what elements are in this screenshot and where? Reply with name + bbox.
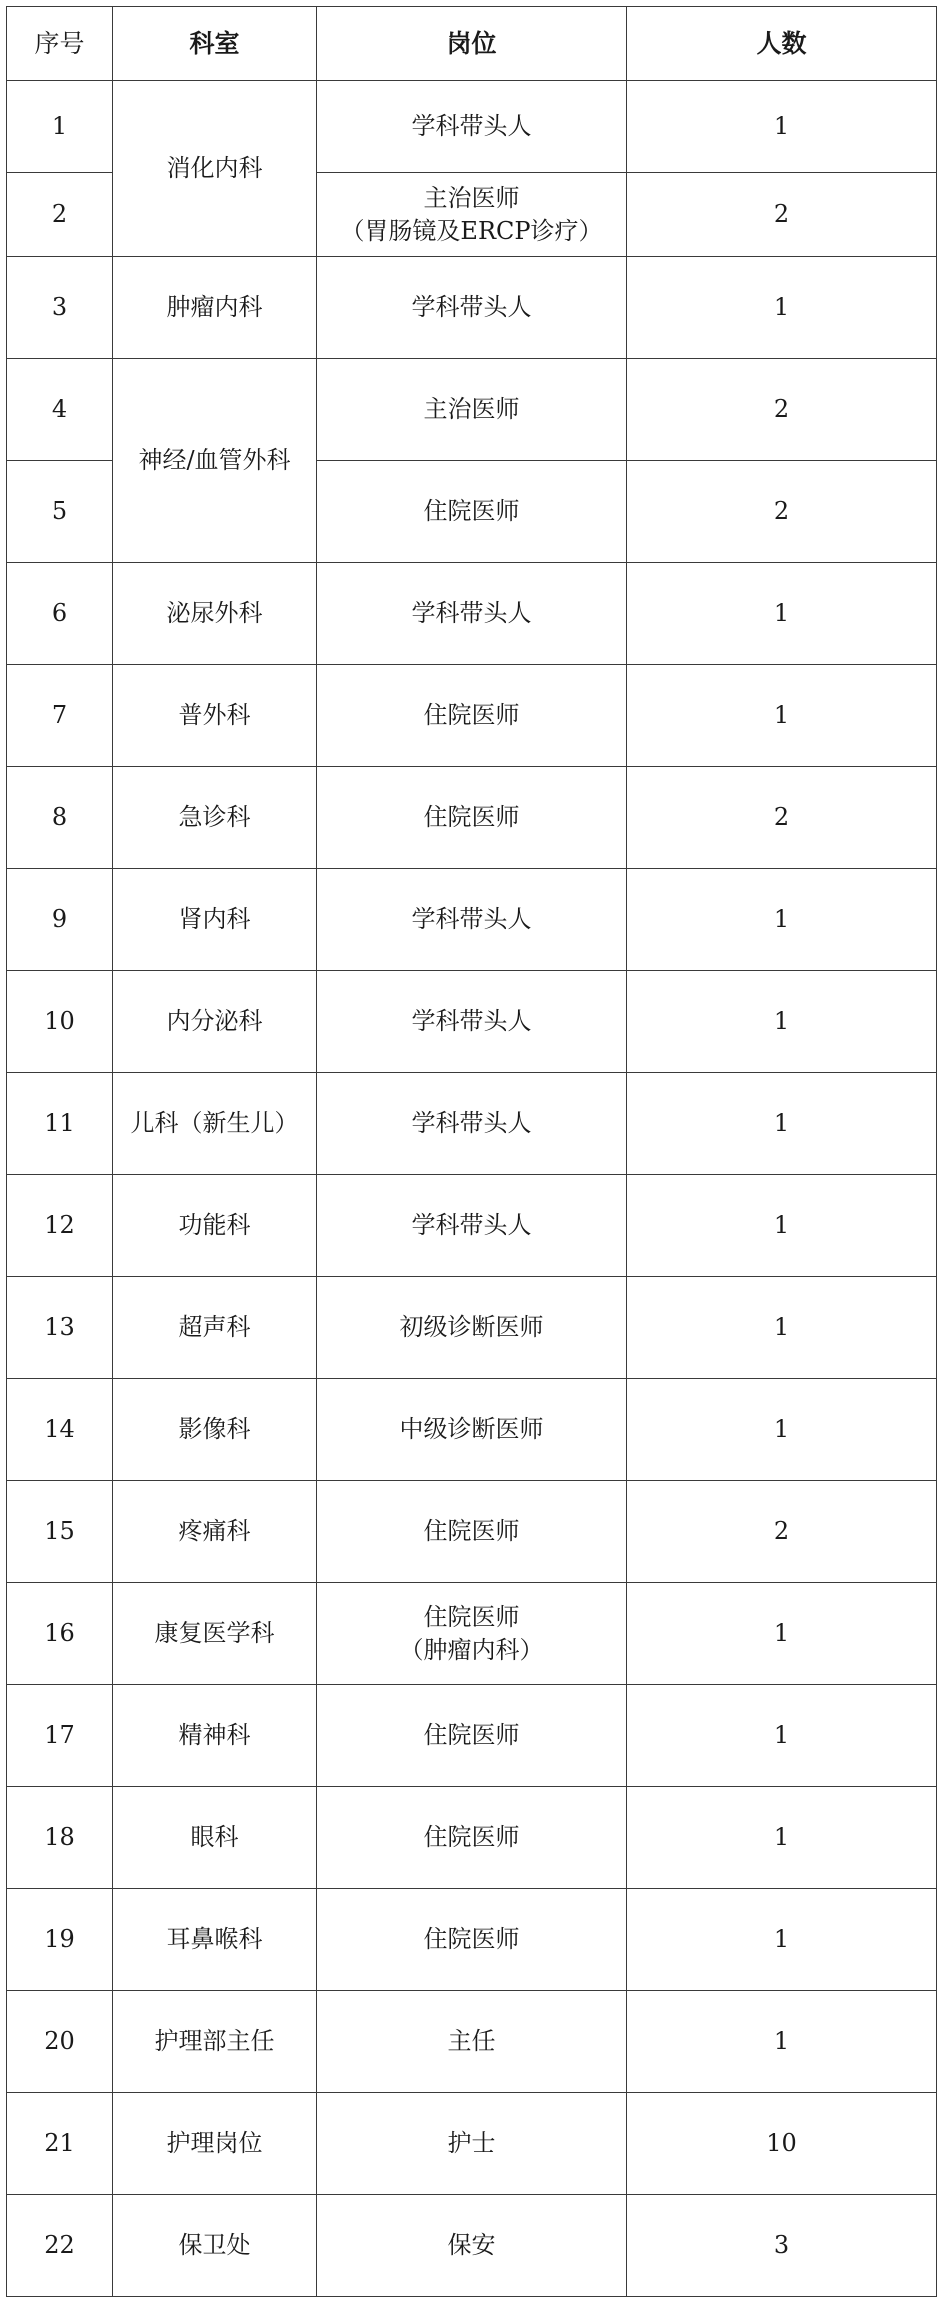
cell-count: 1 — [627, 1787, 937, 1889]
cell-count: 1 — [627, 1991, 937, 2093]
cell-seq: 6 — [7, 563, 113, 665]
cell-count: 10 — [627, 2093, 937, 2195]
position-line: 住院医师 — [423, 497, 520, 526]
cell-seq: 7 — [7, 665, 113, 767]
table-row — [7, 1583, 937, 1685]
cell-dept: 急诊科 — [113, 767, 317, 869]
table-row — [7, 1787, 937, 1889]
position-line: 初级诊断医师 — [399, 1313, 544, 1342]
position-line: 住院医师 — [423, 1823, 520, 1852]
header-seq: 序号 — [7, 7, 113, 81]
cell-position — [317, 665, 627, 767]
cell-count: 2 — [627, 461, 937, 563]
table-row — [7, 563, 937, 665]
cell-seq: 15 — [7, 1481, 113, 1583]
cell-seq: 22 — [7, 2195, 113, 2297]
table-row — [7, 767, 937, 869]
cell-seq: 8 — [7, 767, 113, 869]
position-line: 保安 — [447, 2231, 496, 2260]
cell-dept: 精神科 — [113, 1685, 317, 1787]
cell-position — [317, 81, 627, 173]
cell-seq: 19 — [7, 1889, 113, 1991]
table-row — [7, 1481, 937, 1583]
cell-dept: 功能科 — [113, 1175, 317, 1277]
cell-dept: 泌尿外科 — [113, 563, 317, 665]
table-row — [7, 869, 937, 971]
cell-dept: 康复医学科 — [113, 1583, 317, 1685]
cell-count: 1 — [627, 665, 937, 767]
cell-seq: 12 — [7, 1175, 113, 1277]
cell-dept: 消化内科 — [113, 81, 317, 257]
position-line: 主治医师 — [423, 395, 520, 424]
cell-seq: 16 — [7, 1583, 113, 1685]
cell-dept: 眼科 — [113, 1787, 317, 1889]
recruitment-table — [6, 6, 937, 2297]
cell-count: 2 — [627, 173, 937, 257]
cell-position — [317, 767, 627, 869]
position-note: （胃肠镜及ERCP诊疗） — [340, 216, 603, 245]
cell-seq: 1 — [7, 81, 113, 173]
cell-dept: 神经/血管外科 — [113, 359, 317, 563]
table-row — [7, 665, 937, 767]
position-note: （肿瘤内科） — [399, 1635, 544, 1664]
table-row — [7, 1175, 937, 1277]
header-count: 人数 — [627, 7, 937, 81]
cell-dept: 影像科 — [113, 1379, 317, 1481]
cell-count: 1 — [627, 1583, 937, 1685]
cell-seq: 18 — [7, 1787, 113, 1889]
cell-dept: 肿瘤内科 — [113, 257, 317, 359]
cell-position — [317, 1175, 627, 1277]
cell-count: 2 — [627, 1481, 937, 1583]
cell-count: 3 — [627, 2195, 937, 2297]
cell-count: 1 — [627, 563, 937, 665]
position-line: 学科带头人 — [411, 1211, 532, 1240]
cell-dept: 疼痛科 — [113, 1481, 317, 1583]
cell-seq: 21 — [7, 2093, 113, 2195]
table-header-row — [7, 7, 937, 81]
position-line: 学科带头人 — [411, 905, 532, 934]
cell-position — [317, 2093, 627, 2195]
cell-count: 2 — [627, 359, 937, 461]
position-line: 护士 — [447, 2129, 496, 2158]
cell-dept: 儿科（新生儿） — [113, 1073, 317, 1175]
cell-count: 1 — [627, 257, 937, 359]
table-row — [7, 2093, 937, 2195]
cell-seq: 14 — [7, 1379, 113, 1481]
position-line: 学科带头人 — [411, 293, 532, 322]
position-line: 中级诊断医师 — [399, 1415, 544, 1444]
table-row — [7, 81, 937, 173]
position-line: 住院医师 — [423, 701, 520, 730]
cell-position — [317, 869, 627, 971]
table-row — [7, 2195, 937, 2297]
cell-count: 1 — [627, 1889, 937, 1991]
cell-position — [317, 1889, 627, 1991]
cell-position — [317, 1685, 627, 1787]
cell-dept: 耳鼻喉科 — [113, 1889, 317, 1991]
cell-seq: 13 — [7, 1277, 113, 1379]
table-row — [7, 257, 937, 359]
cell-seq: 20 — [7, 1991, 113, 2093]
cell-seq: 10 — [7, 971, 113, 1073]
table-row — [7, 1277, 937, 1379]
cell-position — [317, 1073, 627, 1175]
cell-position — [317, 1277, 627, 1379]
table-row — [7, 1991, 937, 2093]
header-dept: 科室 — [113, 7, 317, 81]
cell-position — [317, 1991, 627, 2093]
cell-count: 1 — [627, 1073, 937, 1175]
position-line: 住院医师 — [423, 1925, 520, 1954]
header-position: 岗位 — [317, 7, 627, 81]
cell-dept: 护理部主任 — [113, 1991, 317, 2093]
cell-position — [317, 359, 627, 461]
cell-dept: 超声科 — [113, 1277, 317, 1379]
table-row — [7, 1379, 937, 1481]
cell-position — [317, 1379, 627, 1481]
cell-dept: 护理岗位 — [113, 2093, 317, 2195]
cell-seq: 5 — [7, 461, 113, 563]
recruitment-table-container — [6, 6, 936, 2297]
table-row — [7, 971, 937, 1073]
cell-position — [317, 1481, 627, 1583]
cell-seq: 11 — [7, 1073, 113, 1175]
cell-dept: 普外科 — [113, 665, 317, 767]
cell-count: 1 — [627, 81, 937, 173]
cell-position — [317, 257, 627, 359]
cell-seq: 17 — [7, 1685, 113, 1787]
cell-position — [317, 2195, 627, 2297]
cell-position — [317, 1583, 627, 1685]
position-line: 学科带头人 — [411, 1109, 532, 1138]
cell-seq: 3 — [7, 257, 113, 359]
cell-count: 1 — [627, 1379, 937, 1481]
cell-count: 1 — [627, 1685, 937, 1787]
cell-position — [317, 563, 627, 665]
cell-count: 2 — [627, 767, 937, 869]
cell-dept: 内分泌科 — [113, 971, 317, 1073]
cell-seq: 4 — [7, 359, 113, 461]
cell-position — [317, 1787, 627, 1889]
cell-count: 1 — [627, 971, 937, 1073]
position-line: 主治医师 — [423, 184, 520, 213]
cell-seq: 9 — [7, 869, 113, 971]
cell-position — [317, 971, 627, 1073]
cell-position — [317, 173, 627, 257]
position-line: 主任 — [447, 2027, 496, 2056]
position-line: 住院医师 — [423, 1517, 520, 1546]
position-line: 住院医师 — [423, 1603, 520, 1632]
table-row — [7, 359, 937, 461]
cell-dept: 肾内科 — [113, 869, 317, 971]
cell-count: 1 — [627, 1277, 937, 1379]
cell-count: 1 — [627, 869, 937, 971]
table-row — [7, 1889, 937, 1991]
position-line: 住院医师 — [423, 1721, 520, 1750]
cell-position — [317, 461, 627, 563]
cell-dept: 保卫处 — [113, 2195, 317, 2297]
position-line: 学科带头人 — [411, 1007, 532, 1036]
cell-seq: 2 — [7, 173, 113, 257]
position-line: 住院医师 — [423, 803, 520, 832]
position-line: 学科带头人 — [411, 599, 532, 628]
table-row — [7, 1685, 937, 1787]
position-line: 学科带头人 — [411, 112, 532, 141]
cell-count: 1 — [627, 1175, 937, 1277]
table-row — [7, 1073, 937, 1175]
